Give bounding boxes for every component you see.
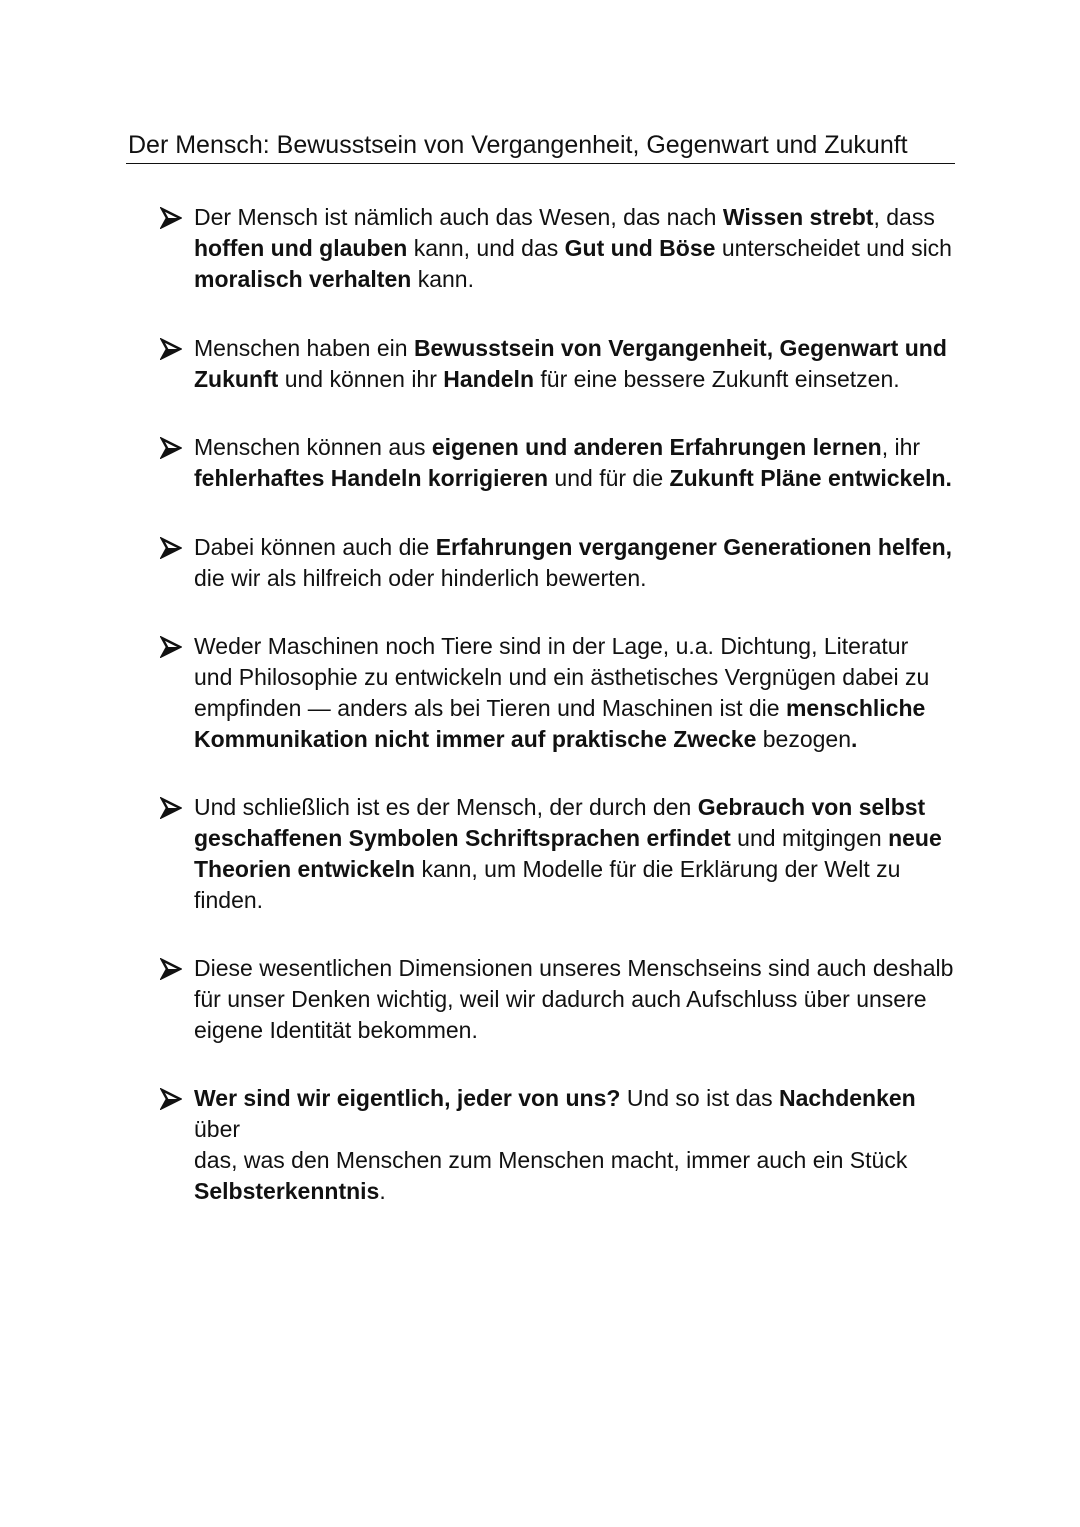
text-segment: und Philosophie zu entwickeln und ein ästhetisches Vergnügen dabei zu <box>194 664 930 690</box>
list-item-text <box>194 432 964 494</box>
bold-text: menschliche <box>785 695 926 721</box>
bold-text: Selbsterkenntnis <box>194 1178 380 1204</box>
list-item-text <box>194 792 964 916</box>
text-segment: finden. <box>194 887 264 913</box>
text-segment: Menschen können aus <box>194 434 432 460</box>
text-segment: und können ihr <box>278 366 444 392</box>
text-segment: , dass <box>873 204 935 230</box>
title-underline <box>126 163 955 164</box>
text-segment: empfinden — anders als bei Tieren und Maschinen ist die <box>194 695 786 721</box>
bold-text: fehlerhaftes Handeln korrigieren <box>194 465 549 491</box>
bold-text: Wer sind wir eigentlich, jeder von uns? <box>194 1085 621 1111</box>
bold-text: Gut und Böse <box>564 235 716 261</box>
arrow-bullet-icon <box>160 1088 182 1110</box>
bold-text: hoffen und glauben <box>194 235 408 261</box>
arrow-bullet-icon <box>160 207 182 229</box>
text-segment: kann. <box>411 266 474 292</box>
bold-text: Erfahrungen vergangener Generationen helfen, <box>435 534 953 560</box>
text-segment: Menschen haben ein <box>194 335 414 361</box>
text-segment: , ihr <box>881 434 921 460</box>
arrow-bullet-icon <box>160 537 182 559</box>
list-item-text <box>194 631 964 755</box>
arrow-bullet-icon <box>160 636 182 658</box>
text-segment: und für die <box>548 465 670 491</box>
text-segment: bezogen <box>756 726 852 752</box>
arrow-bullet-icon <box>160 437 182 459</box>
bold-text: Theorien entwickeln <box>194 856 416 882</box>
bold-text: Nachdenken <box>778 1085 916 1111</box>
text-segment: die wir als hilfreich oder hinderlich bewerten. <box>194 565 647 591</box>
page-title: Der Mensch: Bewusstsein von Vergangenheit, Gegenwart und Zukunft <box>128 131 908 159</box>
bold-text: geschaffenen Symbolen Schriftsprachen erfindet <box>194 825 731 851</box>
text-segment: und mitgingen <box>730 825 889 851</box>
text-segment: Weder Maschinen noch Tiere sind in der Lage, u.a. Dichtung, Literatur <box>194 633 909 659</box>
text-segment: Und schließlich ist es der Mensch, der durch den <box>194 794 698 820</box>
text-segment: über <box>194 1116 241 1142</box>
bold-text: Wissen strebt <box>722 204 874 230</box>
list-item-text <box>194 1083 964 1207</box>
bold-text: Zukunft <box>194 366 279 392</box>
text-segment: . <box>379 1178 386 1204</box>
arrow-bullet-icon <box>160 338 182 360</box>
text-segment: unterscheidet und sich <box>715 235 952 261</box>
list-item-text <box>194 532 964 594</box>
text-segment: für eine bessere Zukunft einsetzen. <box>534 366 900 392</box>
list-item-text <box>194 202 964 295</box>
text-segment: Diese wesentlichen Dimensionen unseres Menschseins sind auch deshalb <box>194 955 954 981</box>
bold-text: Gebrauch von selbst <box>697 794 926 820</box>
text-segment: das, was den Menschen zum Menschen macht, immer auch ein Stück <box>194 1147 908 1173</box>
bold-text: eigenen und anderen Erfahrungen lernen <box>431 434 882 460</box>
bold-text: . <box>851 726 858 752</box>
list-item-text <box>194 953 964 1046</box>
bold-text: neue <box>888 825 942 851</box>
bold-text: Zukunft Pläne entwickeln. <box>669 465 952 491</box>
text-segment: kann, und das <box>407 235 565 261</box>
text-segment: eigene Identität bekommen. <box>194 1017 478 1043</box>
text-segment: für unser Denken wichtig, weil wir dadurch auch Aufschluss über unsere <box>194 986 927 1012</box>
text-segment: Dabei können auch die <box>194 534 436 560</box>
arrow-bullet-icon <box>160 958 182 980</box>
bold-text: Bewusstsein von Vergangenheit, Gegenwart und <box>413 335 947 361</box>
text-segment: kann, um Modelle für die Erklärung der Welt zu <box>415 856 901 882</box>
text-segment: Der Mensch ist nämlich auch das Wesen, das nach <box>194 204 723 230</box>
arrow-bullet-icon <box>160 797 182 819</box>
text-segment: Und so ist das <box>620 1085 779 1111</box>
bold-text: moralisch verhalten <box>194 266 412 292</box>
bold-text: Kommunikation nicht immer auf praktische Zwecke <box>194 726 757 752</box>
list-item-text <box>194 333 964 395</box>
bold-text: Handeln <box>443 366 534 392</box>
